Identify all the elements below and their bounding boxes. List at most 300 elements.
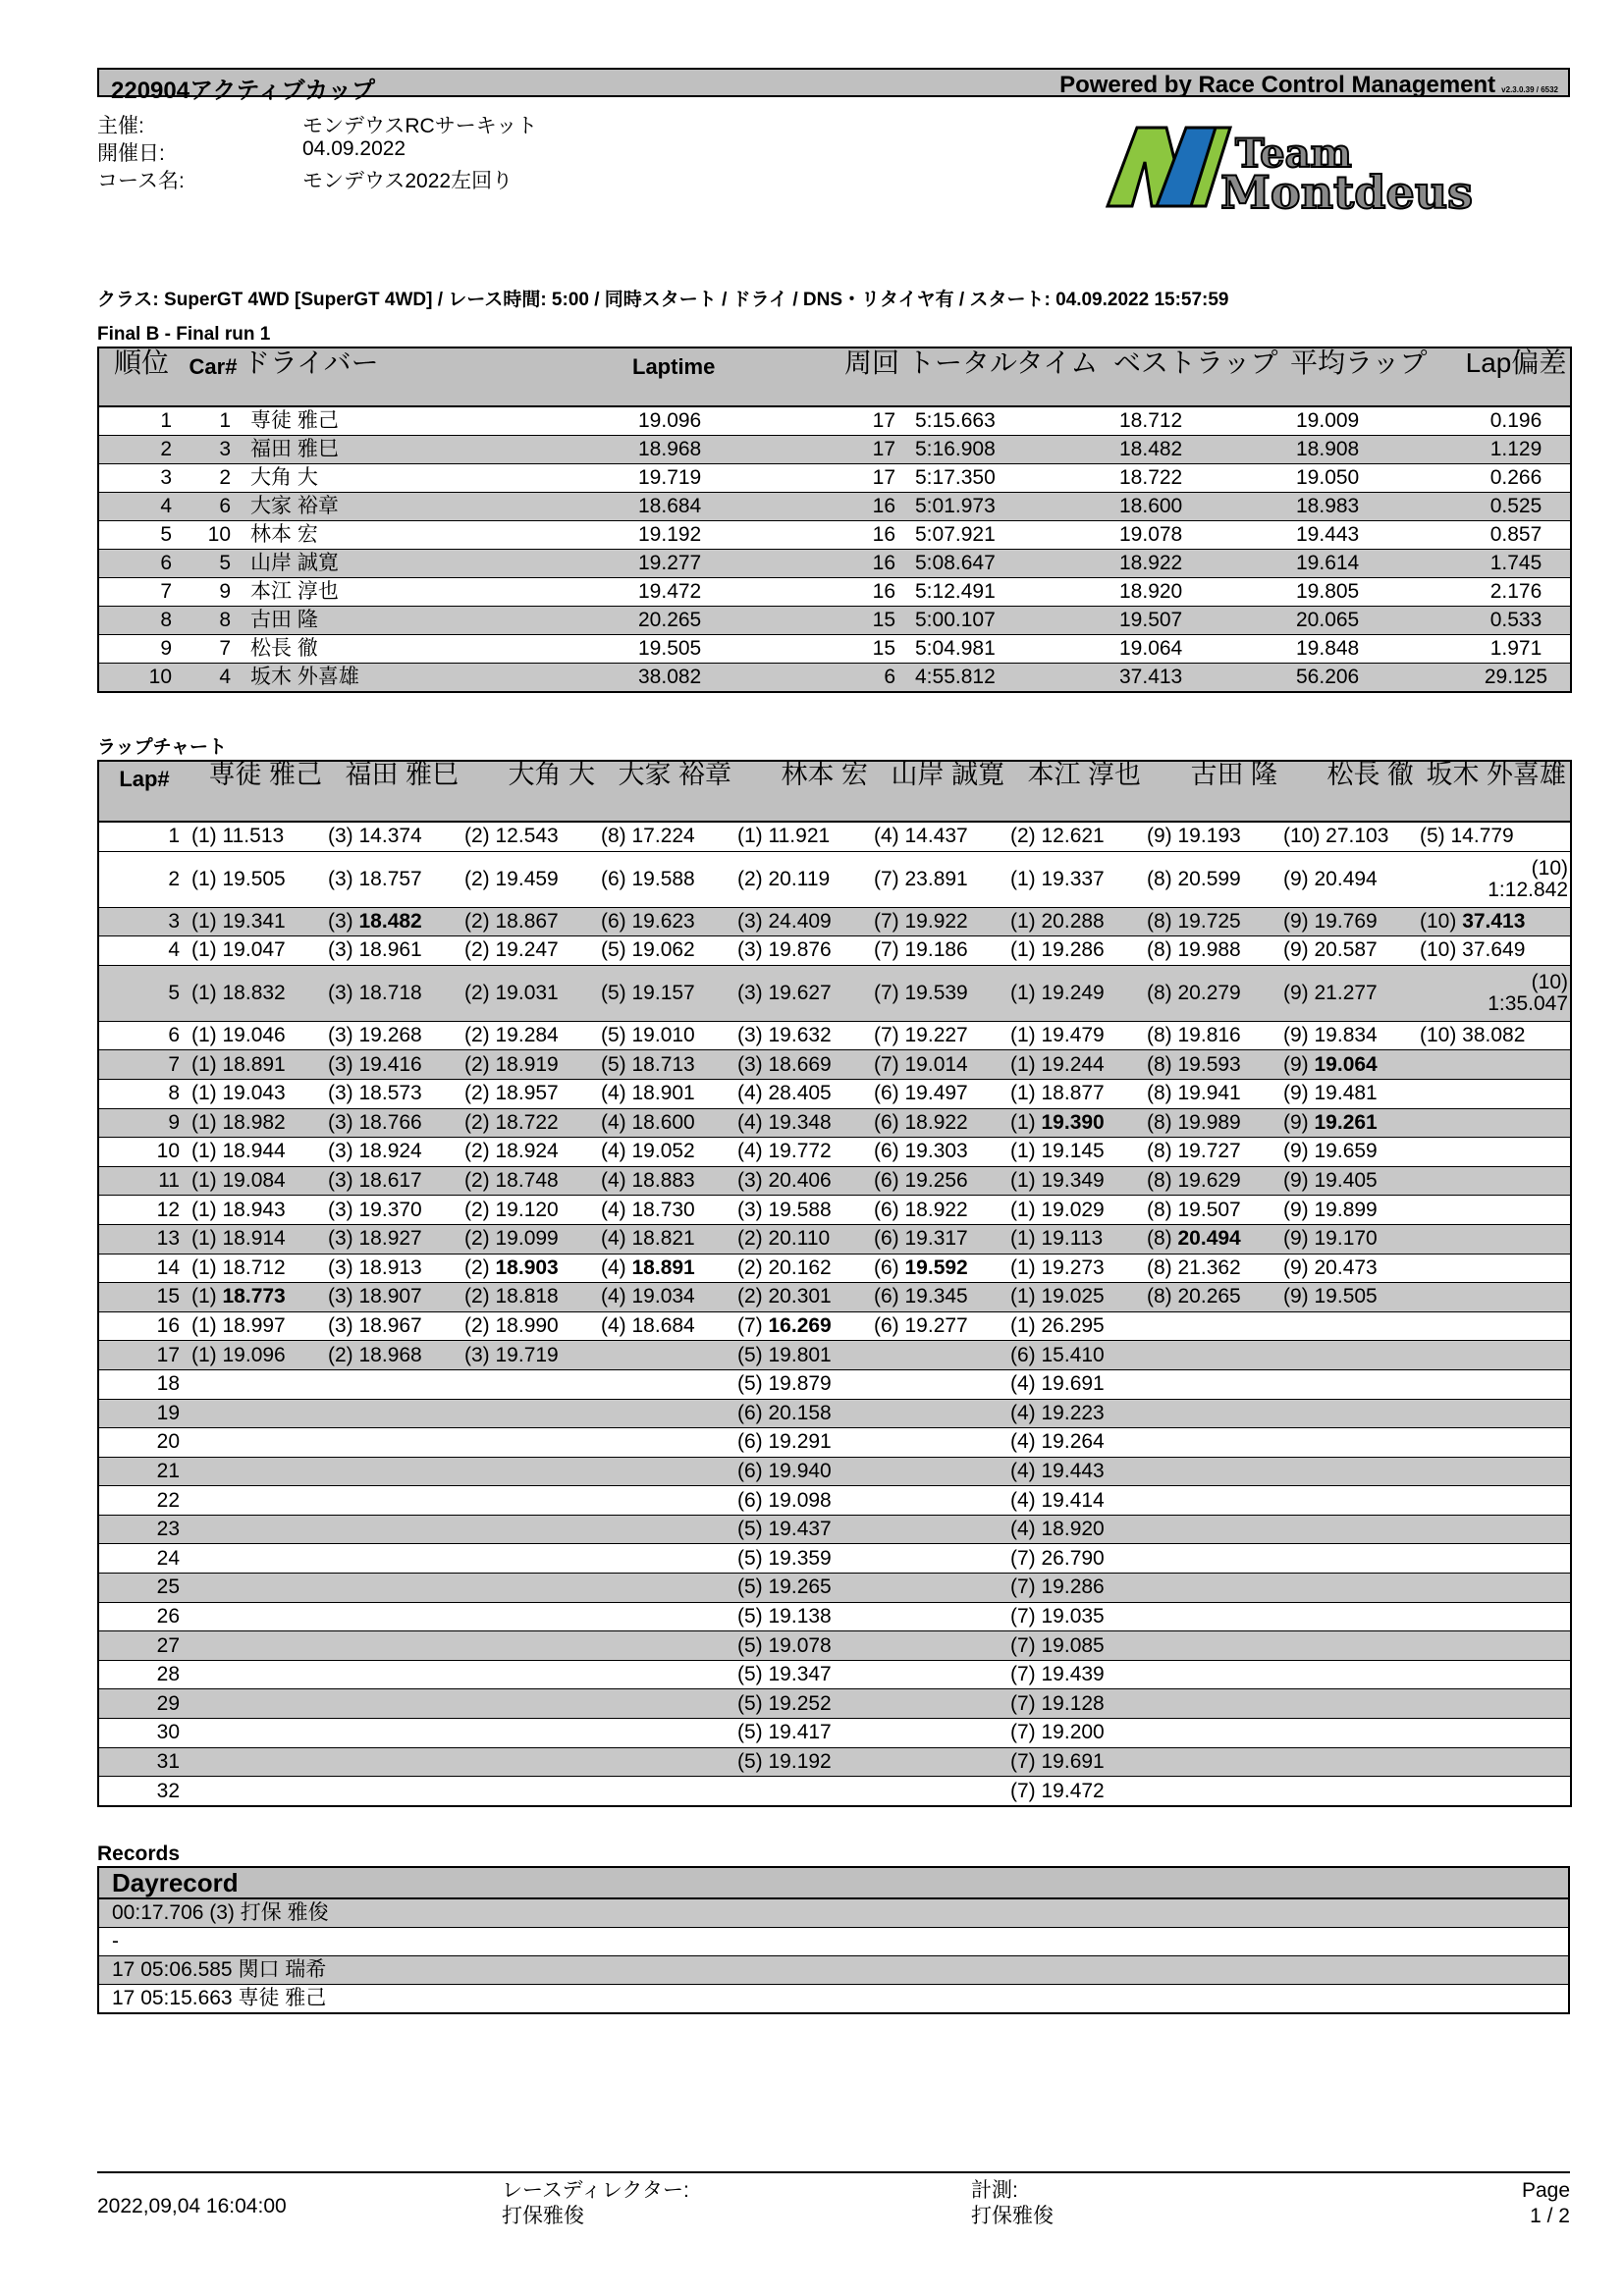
results-cell: 19.805 (1290, 578, 1462, 607)
lap-time-cell: (1) 11.513 (189, 822, 326, 851)
lap-number: 13 (98, 1224, 189, 1254)
lap-time-cell (599, 1428, 735, 1458)
lap-time-cell: (6) 19.303 (872, 1138, 1008, 1167)
lap-time-cell: (4) 18.600 (599, 1108, 735, 1138)
lap-time-cell (1418, 1544, 1571, 1574)
lap-time-cell: (9) 19.834 (1281, 1021, 1418, 1050)
lap-time-cell: (1) 19.249 (1008, 965, 1145, 1021)
record-value: 17 05:06.585 関口 瑞希 (98, 1956, 1569, 1985)
lap-time-cell: (8) 20.265 (1145, 1283, 1281, 1312)
lapchart-row (98, 1631, 1571, 1661)
lap-time-cell: (7) 19.539 (872, 965, 1008, 1021)
lap-time-cell (189, 1719, 326, 1748)
footer-timing-label: 計測: (971, 2179, 1018, 2202)
lap-time-cell (1145, 1719, 1281, 1748)
results-cell: 19.050 (1290, 464, 1462, 493)
results-cell: 2.176 (1462, 578, 1571, 607)
lap-time-cell (1418, 1428, 1571, 1458)
lap-time-cell (1145, 1631, 1281, 1661)
results-cell: 19.009 (1290, 406, 1462, 436)
date-label: 開催日: (97, 142, 165, 165)
lap-time-cell (1008, 1108, 1145, 1138)
lap-time-cell: (2) 19.099 (462, 1224, 599, 1254)
lap-time-cell (1418, 1138, 1571, 1167)
lap-time-cell: (6) 18.922 (872, 1196, 1008, 1225)
lap-time-cell (1281, 1602, 1418, 1631)
lapchart-row (98, 1428, 1571, 1458)
lap-time-cell (1281, 1515, 1418, 1544)
class-line: クラス: SuperGT 4WD [SuperGT 4WD] / レース時間: 5:00 / 同時スタート / ドライ / DNS・リタイヤ有 / スタート: 04.09.2022 15:57:59 (97, 290, 1229, 310)
lap-time-cell: (3) 18.669 (735, 1050, 872, 1080)
lap-time-cell: (8) 19.988 (1145, 936, 1281, 966)
lapchart-lap-header: Lap# (98, 761, 189, 822)
results-cell: 16 (829, 578, 907, 607)
lapchart-row (98, 907, 1571, 936)
lapchart-driver-6: 本江 淳也 (1008, 761, 1145, 822)
results-cell: 17 (829, 464, 907, 493)
lap-time-cell (326, 1457, 462, 1486)
lap-time-cell: (4) 18.730 (599, 1196, 735, 1225)
lap-position: (7) (737, 1314, 769, 1338)
results-table (97, 347, 1572, 693)
results-row (98, 436, 1571, 464)
results-cell: 専徒 雅己 (243, 406, 632, 436)
lap-time-cell (872, 1631, 1008, 1661)
lap-time-cell: (6) 19.277 (872, 1311, 1008, 1341)
lap-time-cell: (6) 20.158 (735, 1399, 872, 1428)
lap-time-cell: (10) 27.103 (1281, 822, 1418, 851)
best-lap-time: 18.482 (358, 909, 422, 933)
lapchart-row (98, 1341, 1571, 1370)
lap-time-cell (599, 1341, 735, 1370)
lap-time-cell (1145, 1689, 1281, 1719)
lapchart-row (98, 1021, 1571, 1050)
lapchart-row (98, 1747, 1571, 1777)
lapchart-row (98, 1689, 1571, 1719)
lap-time-cell (189, 1457, 326, 1486)
lap-time-cell: (1) 19.043 (189, 1079, 326, 1108)
lap-time-cell (326, 1631, 462, 1661)
results-row (98, 464, 1571, 493)
lapchart-row (98, 1196, 1571, 1225)
lapchart-row (98, 936, 1571, 966)
lap-time-cell: (4) 18.901 (599, 1079, 735, 1108)
lap-time-cell: (2) 18.867 (462, 907, 599, 936)
lap-time-cell (326, 1660, 462, 1689)
results-cell: 本江 淳也 (243, 578, 632, 607)
results-cell: 2 (184, 464, 243, 493)
lap-time-cell: (2) 18.924 (462, 1138, 599, 1167)
lap-time-cell (599, 1631, 735, 1661)
lap-time-cell: (6) 19.588 (599, 851, 735, 907)
lap-time-cell: (10) 37.649 (1418, 936, 1571, 966)
lap-position: (4) (601, 1255, 632, 1279)
lap-time-cell (462, 1369, 599, 1399)
lap-time-cell (599, 1254, 735, 1283)
lap-time-cell (1281, 1747, 1418, 1777)
best-lap-time: 20.494 (1177, 1227, 1241, 1251)
lap-time-cell: (9) 19.170 (1281, 1224, 1418, 1254)
results-cell: 56.206 (1290, 664, 1462, 693)
lap-time-cell (189, 1486, 326, 1516)
lap-time-cell (1145, 1457, 1281, 1486)
lap-position: (1) (1010, 1110, 1042, 1134)
lap-number: 12 (98, 1196, 189, 1225)
results-cell: 19.096 (632, 406, 829, 436)
lap-time-cell (599, 1486, 735, 1516)
results-row (98, 635, 1571, 664)
results-cell: 17 (829, 436, 907, 464)
results-cell: 1.971 (1462, 635, 1571, 664)
lap-time-cell: (2) 20.119 (735, 851, 872, 907)
organizer-value: モンデウスRCサーキット (302, 115, 538, 137)
lap-time-cell (599, 1660, 735, 1689)
lap-time-cell (462, 1631, 599, 1661)
lap-number: 24 (98, 1544, 189, 1574)
lap-time-cell (1418, 1311, 1571, 1341)
lap-time-cell: (1) 19.244 (1008, 1050, 1145, 1080)
lap-number: 1 (98, 822, 189, 851)
footer-divider (97, 2171, 1570, 2173)
lapchart-row (98, 1544, 1571, 1574)
lapchart-driver-1: 福田 雅巳 (326, 761, 462, 822)
lap-time-cell: (7) 19.439 (1008, 1660, 1145, 1689)
lap-time-cell: (1) 19.479 (1008, 1021, 1145, 1050)
lap-time-cell (326, 1544, 462, 1574)
lap-time-cell (1145, 1777, 1281, 1806)
lap-time-cell: (4) 19.223 (1008, 1399, 1145, 1428)
lap-time-cell: (8) 19.507 (1145, 1196, 1281, 1225)
lapchart-row (98, 1486, 1571, 1516)
lap-time-cell: (7) 19.227 (872, 1021, 1008, 1050)
record-row (98, 1928, 1569, 1956)
results-cell: 18.482 (1113, 436, 1290, 464)
lap-time-cell: (2) 19.120 (462, 1196, 599, 1225)
lap-time-cell (189, 1369, 326, 1399)
lapchart-row (98, 822, 1571, 851)
best-lap-time: 19.592 (904, 1255, 968, 1279)
lap-time-cell (1418, 1369, 1571, 1399)
lap-time-cell: (9) 21.277 (1281, 965, 1418, 1021)
lap-time-cell: (4) 18.920 (1008, 1515, 1145, 1544)
title-bar (97, 68, 1570, 104)
lap-time-cell: (2) 19.031 (462, 965, 599, 1021)
lap-time-cell (1418, 1515, 1571, 1544)
lap-time-cell (189, 1574, 326, 1603)
lap-position: (6) (874, 1255, 905, 1279)
lap-number: 19 (98, 1399, 189, 1428)
best-lap-time: 18.903 (495, 1255, 559, 1279)
lap-time-cell (599, 1602, 735, 1631)
lap-time-cell (599, 1515, 735, 1544)
lap-time-cell (1281, 1777, 1418, 1806)
lap-time-cell: (1) 11.921 (735, 822, 872, 851)
results-cell: 2 (98, 436, 184, 464)
lap-number: 4 (98, 936, 189, 966)
lap-time-cell: (8) 19.725 (1145, 907, 1281, 936)
lap-time-cell (872, 1689, 1008, 1719)
lap-time-cell (462, 1660, 599, 1689)
results-cell: 0.857 (1462, 521, 1571, 550)
lap-time-cell: (3) 18.766 (326, 1108, 462, 1138)
lapchart-row (98, 1660, 1571, 1689)
lap-time-cell: (7) 19.286 (1008, 1574, 1145, 1603)
lap-time-cell: (5) 19.437 (735, 1515, 872, 1544)
lap-time-cell: (7) 19.922 (872, 907, 1008, 936)
lapchart-row (98, 1311, 1571, 1341)
lap-time-cell (462, 1486, 599, 1516)
results-cell: 5:15.663 (907, 406, 1113, 436)
lap-time-cell (462, 1777, 599, 1806)
lap-time-cell (462, 1254, 599, 1283)
lap-number: 17 (98, 1341, 189, 1370)
lap-time-cell: (6) 19.940 (735, 1457, 872, 1486)
results-cell: 1 (184, 406, 243, 436)
results-cell: 5:04.981 (907, 635, 1113, 664)
results-cell: 15 (829, 607, 907, 635)
lap-time-cell (189, 1544, 326, 1574)
results-row (98, 578, 1571, 607)
lap-time-cell: (3) 18.913 (326, 1254, 462, 1283)
lap-time-cell (1281, 1369, 1418, 1399)
results-cell: 19.614 (1290, 550, 1462, 578)
lap-time-cell (1145, 1224, 1281, 1254)
logo-line2: Montdeus (1220, 166, 1474, 216)
results-cell: 5:01.973 (907, 493, 1113, 521)
best-lap-time: 16.269 (768, 1314, 832, 1338)
records-title: Records (97, 1842, 181, 1865)
lap-time-cell: (3) 18.617 (326, 1166, 462, 1196)
lap-time-cell (1418, 1254, 1571, 1283)
lap-time-cell: (2) 12.543 (462, 822, 599, 851)
lap-time-cell (189, 1689, 326, 1719)
lap-time-cell (1281, 1108, 1418, 1138)
footer-page-label: Page (1521, 2179, 1570, 2202)
results-cell: 0.533 (1462, 607, 1571, 635)
lap-number: 11 (98, 1166, 189, 1196)
results-cell: 19.472 (632, 578, 829, 607)
lap-position: (10) (1420, 909, 1463, 933)
lap-time-cell (189, 1283, 326, 1312)
results-cell: 1 (98, 406, 184, 436)
lap-time-cell: (9) 19.899 (1281, 1196, 1418, 1225)
footer-page: 1 / 2 (1530, 2205, 1570, 2227)
lap-time-cell: (3) 18.573 (326, 1079, 462, 1108)
lapchart-driver-2: 大角 大 (462, 761, 599, 822)
lap-time-cell: (4) 19.414 (1008, 1486, 1145, 1516)
lap-time-cell: (8) 19.816 (1145, 1021, 1281, 1050)
lap-time-cell: (1) 18.982 (189, 1108, 326, 1138)
lap-time-cell: (9) 19.193 (1145, 822, 1281, 851)
lap-time-cell (872, 1747, 1008, 1777)
lap-time-cell: (2) 18.968 (326, 1341, 462, 1370)
results-cell: 19.507 (1113, 607, 1290, 635)
lapchart-table (97, 760, 1572, 1807)
lap-time-cell (1418, 1283, 1571, 1312)
lap-number: 32 (98, 1777, 189, 1806)
lap-number: 27 (98, 1631, 189, 1661)
results-cell: 19.848 (1290, 635, 1462, 664)
lap-time-cell (599, 1719, 735, 1748)
lap-time-cell: (3) 18.924 (326, 1138, 462, 1167)
lap-time-cell: (4) 18.821 (599, 1224, 735, 1254)
results-cell: 18.712 (1113, 406, 1290, 436)
lap-time-cell: (2) 18.957 (462, 1079, 599, 1108)
lap-time-cell (326, 1399, 462, 1428)
lapchart-row (98, 1108, 1571, 1138)
lap-time-cell (599, 1544, 735, 1574)
lap-time-cell (599, 1777, 735, 1806)
lapchart-row (98, 1166, 1571, 1196)
lap-time-cell (462, 1515, 599, 1544)
lap-time-cell: (4) 19.052 (599, 1138, 735, 1167)
lap-time-cell (1281, 1631, 1418, 1661)
lap-time-cell: (4) 19.772 (735, 1138, 872, 1167)
results-cell: 8 (98, 607, 184, 635)
lap-time-cell: (4) 19.691 (1008, 1369, 1145, 1399)
lap-time-cell: (2) 19.459 (462, 851, 599, 907)
lap-time-cell: (4) 18.883 (599, 1166, 735, 1196)
results-cell: 坂木 外喜雄 (243, 664, 632, 693)
lap-number: 30 (98, 1719, 189, 1748)
lap-time-cell (189, 1515, 326, 1544)
results-cell: 18.600 (1113, 493, 1290, 521)
lap-time-cell: (3) 19.876 (735, 936, 872, 966)
record-row (98, 1956, 1569, 1985)
lap-time-cell: (2) 20.301 (735, 1283, 872, 1312)
lapchart-row (98, 1050, 1571, 1080)
lap-number: 22 (98, 1486, 189, 1516)
lap-time-cell: (4) 28.405 (735, 1079, 872, 1108)
lap-number: 2 (98, 851, 189, 907)
lapchart-header-row (98, 761, 1571, 822)
final-title: Final B - Final run 1 (97, 324, 271, 345)
lap-time-cell (872, 1515, 1008, 1544)
results-col-5: トータルタイム (907, 347, 1113, 406)
lap-time: 1:35.047 (1488, 991, 1568, 1015)
lapchart-driver-3: 大家 裕章 (599, 761, 735, 822)
lap-time-cell (326, 1428, 462, 1458)
lap-time-cell (1281, 1486, 1418, 1516)
record-value: 00:17.706 (3) 打保 雅俊 (98, 1898, 1569, 1928)
lap-time-cell (1418, 1777, 1571, 1806)
results-cell: 38.082 (632, 664, 829, 693)
lap-number: 8 (98, 1079, 189, 1108)
results-cell: 29.125 (1462, 664, 1571, 693)
lap-time-cell (1281, 1660, 1418, 1689)
lap-time-cell (872, 1254, 1008, 1283)
results-cell: 6 (829, 664, 907, 693)
results-cell: 福田 雅巳 (243, 436, 632, 464)
lap-time-cell: (2) 18.748 (462, 1166, 599, 1196)
results-row (98, 607, 1571, 635)
lap-time-cell: (7) 23.891 (872, 851, 1008, 907)
lapchart-row (98, 1138, 1571, 1167)
lap-number: 18 (98, 1369, 189, 1399)
lapchart-driver-8: 松長 徹 (1281, 761, 1418, 822)
results-cell: 18.684 (632, 493, 829, 521)
records-table (97, 1866, 1570, 2014)
results-cell: 18.920 (1113, 578, 1290, 607)
results-cell: 9 (98, 635, 184, 664)
lap-time-cell (462, 1719, 599, 1748)
lap-time-cell: (7) 19.014 (872, 1050, 1008, 1080)
lapchart-row (98, 1777, 1571, 1806)
lap-time-cell: (7) 19.472 (1008, 1777, 1145, 1806)
lap-time-cell (1418, 1399, 1571, 1428)
results-cell: 0.525 (1462, 493, 1571, 521)
results-cell: 4:55.812 (907, 664, 1113, 693)
lapchart-row (98, 1224, 1571, 1254)
lap-time-cell: (2) 20.110 (735, 1224, 872, 1254)
results-cell: 山岸 誠寛 (243, 550, 632, 578)
lap-time-cell: (1) 19.025 (1008, 1283, 1145, 1312)
lap-number: 16 (98, 1311, 189, 1341)
lap-time-cell: (3) 14.374 (326, 822, 462, 851)
team-montdeus-logo (1098, 118, 1549, 216)
lap-time-cell (872, 1777, 1008, 1806)
lap-time-cell (189, 1660, 326, 1689)
lap-time: 1:12.842 (1488, 878, 1568, 901)
results-cell: 19.078 (1113, 521, 1290, 550)
lap-time-cell: (6) 19.497 (872, 1079, 1008, 1108)
lap-time-cell (872, 1341, 1008, 1370)
lap-position: (9) (1283, 1110, 1315, 1134)
lap-time-cell (872, 1574, 1008, 1603)
lap-time-cell: (9) 20.587 (1281, 936, 1418, 966)
lap-time-cell (1418, 1719, 1571, 1748)
lap-time-cell: (5) 19.252 (735, 1689, 872, 1719)
lapchart-driver-0: 専徒 雅己 (189, 761, 326, 822)
results-row (98, 664, 1571, 693)
footer-director-label: レースディレクター: (502, 2179, 689, 2202)
lap-time-cell (326, 907, 462, 936)
results-cell: 18.968 (632, 436, 829, 464)
lap-time-cell (462, 1428, 599, 1458)
lap-time-cell: (5) 19.192 (735, 1747, 872, 1777)
lapchart-row (98, 1399, 1571, 1428)
lap-time-cell (735, 1777, 872, 1806)
lap-time-cell: (3) 18.907 (326, 1283, 462, 1312)
lap-position: (3) (328, 909, 359, 933)
results-cell: 1.745 (1462, 550, 1571, 578)
lap-time-cell (1418, 1602, 1571, 1631)
lapchart-row (98, 965, 1571, 1021)
results-cell: 7 (98, 578, 184, 607)
lap-time-cell (735, 1311, 872, 1341)
lapchart-row (98, 1254, 1571, 1283)
lap-number: 14 (98, 1254, 189, 1283)
lap-time-cell (599, 1689, 735, 1719)
lap-time-cell: (3) 18.961 (326, 936, 462, 966)
lap-time-cell (1145, 1747, 1281, 1777)
lap-time-cell: (1) 19.029 (1008, 1196, 1145, 1225)
lap-position: (10) (1531, 856, 1568, 880)
lap-time-cell: (8) 17.224 (599, 822, 735, 851)
lapchart-row (98, 1283, 1571, 1312)
results-cell: 4 (184, 664, 243, 693)
results-cell: 9 (184, 578, 243, 607)
lap-time-cell: (1) 19.084 (189, 1166, 326, 1196)
lap-time-cell (326, 1369, 462, 1399)
footer-director: 打保雅俊 (502, 2205, 584, 2227)
results-cell: 5:07.921 (907, 521, 1113, 550)
lap-time-cell: (5) 19.265 (735, 1574, 872, 1603)
lap-number: 5 (98, 965, 189, 1021)
footer-timing: 打保雅俊 (971, 2205, 1054, 2227)
best-lap-time: 19.261 (1314, 1110, 1378, 1134)
lap-time-cell (872, 1719, 1008, 1748)
